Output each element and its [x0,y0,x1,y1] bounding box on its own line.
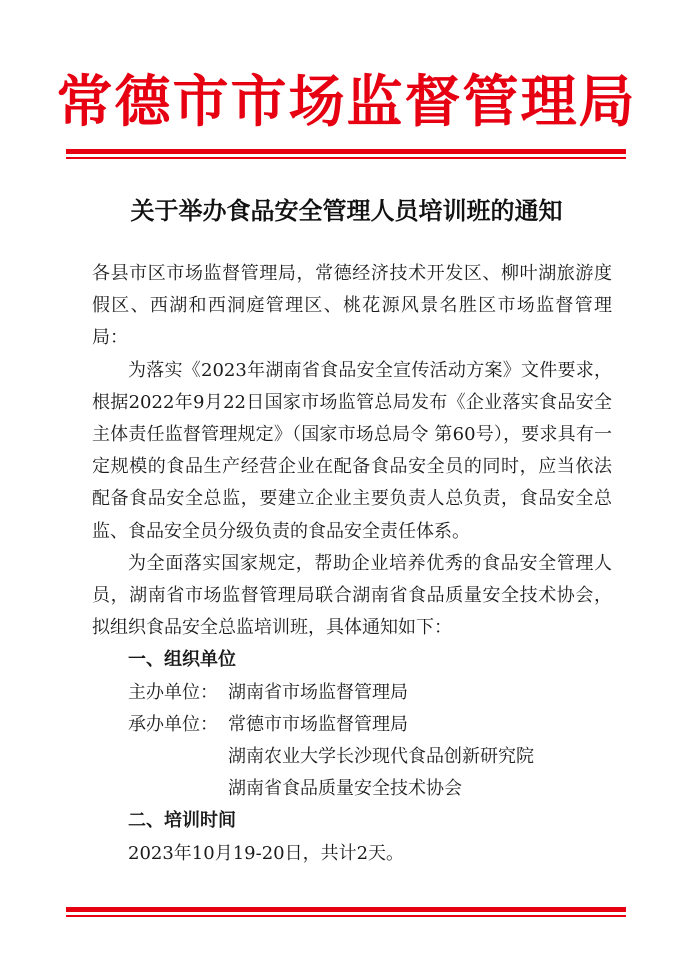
salutation: 各县市区市场监督管理局，常德经济技术开发区、柳叶湖旅游度假区、西湖和西洞庭管理区、桃花源风景名胜区市场监督管理局： [92,263,612,349]
agency-letterhead-title: 常德市市场监督管理局 [56,69,637,135]
host-unit-label: 主办单位： [128,681,218,703]
section-1-heading: 一、组织单位 [128,649,236,671]
training-time-text: 2023年10月19-20日，共计2天。 [128,842,405,864]
notice-body [92,258,612,870]
footer-divider-thick [66,907,626,912]
footer-divider-thin [66,915,626,917]
organizer-unit-label: 承办单位： [128,713,218,735]
organizer-unit-value: 湖南农业大学长沙现代食品创新研究院 [228,746,534,768]
paragraph-2: 为全面落实国家规定，帮助企业培养优秀的食品安全管理人员，湖南省市场监督管理局联合湖南省食品质量安全技术协会，拟组织食品安全总监培训班，具体通知如下： [92,552,612,639]
header-divider-thin [66,157,626,159]
host-unit-row [92,677,612,709]
header-divider-thick [66,149,626,154]
organizer-unit-value: 湖南省食品质量安全技术协会 [228,778,462,800]
footer-red-divider [66,907,626,917]
host-unit-value: 湖南省市场监督管理局 [228,681,408,703]
notice-title: 关于举办食品安全管理人员培训班的通知 [130,196,563,225]
section-2-heading: 二、培训时间 [128,810,236,832]
organizer-unit-row [92,709,612,741]
header-red-divider [66,149,626,159]
paragraph-1: 为落实《2023年湖南省食品安全宣传活动方案》文件要求，根据2022年9月22日国家市场监管总局发布《企业落实食品安全主体责任监督管理规定》（国家市场总局令 第60号），要求具有一定规模的食品生产经营企业在配备食品安全员的同时，应当依法配备食品安全总监，要建立企业主要负责人总负责，食品安全总监、食品安全员分级负责的食品安全责任体系。 [92,359,612,542]
organizer-unit-value: 常德市市场监督管理局 [228,713,408,735]
